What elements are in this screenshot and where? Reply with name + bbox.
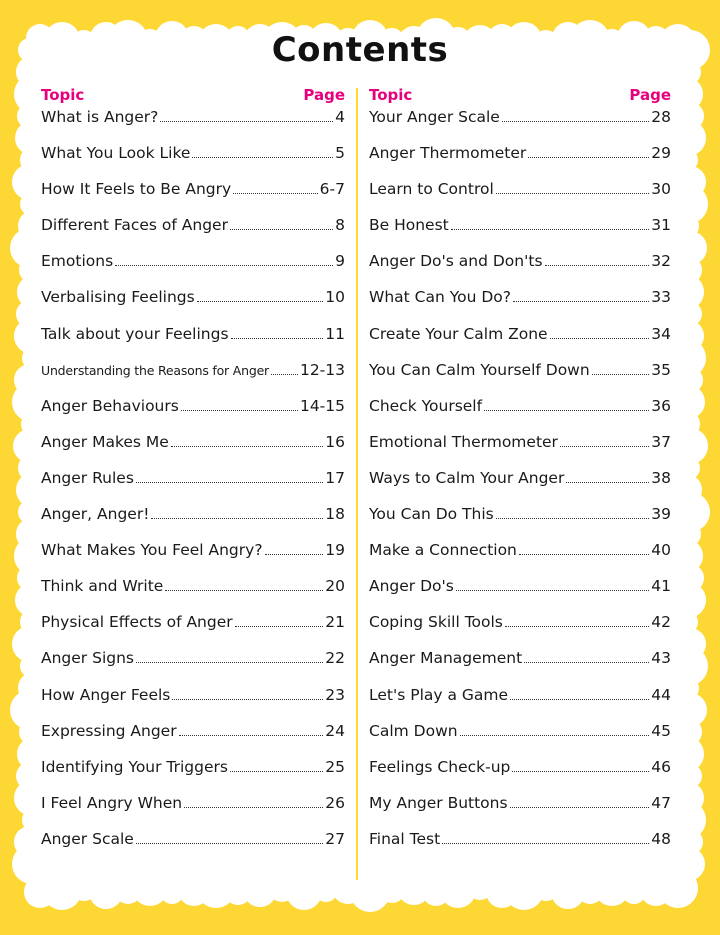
toc-entry [369,722,671,758]
toc-entry [41,325,345,361]
toc-page-number: 26 [325,793,345,812]
toc-page-number: 40 [651,541,671,560]
toc-topic: Anger Do's [369,577,454,596]
dot-leader [510,807,650,808]
dot-leader [171,446,323,447]
dot-leader [197,301,324,302]
toc-page-number: 14-15 [299,396,345,415]
toc-page-number: 17 [325,468,345,487]
toc-topic: Different Faces of Anger [41,216,228,235]
dot-leader [192,157,333,158]
dot-leader [151,518,323,519]
toc-topic: Anger Thermometer [369,144,527,163]
toc-entry [41,361,345,397]
toc-topic: You Can Calm Yourself Down [369,360,590,379]
toc-page-number: 27 [325,829,345,848]
dot-leader [179,735,324,736]
dot-leader [460,735,650,736]
toc-entry [41,180,345,216]
dot-leader [172,699,323,700]
toc-page-number: 28 [651,108,671,126]
toc-entry [41,505,345,541]
toc-page-number: 19 [325,541,345,560]
toc-topic: Expressing Anger [41,721,177,740]
toc-page-number: 47 [651,793,671,812]
toc-entry [41,794,345,830]
toc-page-number: 35 [651,360,671,379]
toc-page-number: 9 [335,252,345,271]
dot-leader [235,626,324,627]
toc-topic: Anger Behaviours [41,396,179,415]
column-header [41,86,345,108]
toc-entry [369,288,671,324]
toc-topic: Feelings Check-up [369,757,511,776]
toc-page-number: 44 [651,685,671,704]
toc-topic: Anger Signs [41,649,134,668]
toc-page-number: 18 [325,505,345,524]
dot-leader [456,590,649,591]
toc-topic: What You Look Like [41,144,191,163]
toc-entry [41,397,345,433]
topic-header: Topic [41,86,85,104]
toc-entry [41,541,345,577]
toc-topic: Final Test [369,829,441,848]
toc-entry [41,686,345,722]
toc-entry [369,794,671,830]
dot-leader [271,374,298,375]
dot-leader [545,265,650,266]
toc-page-number: 39 [651,505,671,524]
toc-topic: Think and Write [41,577,164,596]
toc-topic: Create Your Calm Zone [369,324,548,343]
toc-entry [369,397,671,433]
toc-page-number: 20 [325,577,345,596]
toc-page-number: 37 [651,432,671,451]
toc-entry [369,613,671,649]
column-divider [356,88,358,880]
toc-entry [369,649,671,685]
dot-leader [550,338,650,339]
toc-entry [41,758,345,794]
dot-leader [181,410,298,411]
toc-entry [41,649,345,685]
toc-entry [369,180,671,216]
page-title: Contents [271,30,449,70]
toc-page-number: 6-7 [319,180,345,199]
toc-entry [369,325,671,361]
toc-entry [369,433,671,469]
toc-page-number: 45 [651,721,671,740]
dot-leader [592,374,650,375]
dot-leader [442,843,649,844]
dot-leader [184,807,323,808]
dot-leader [136,662,323,663]
toc-entry [369,830,671,866]
dot-leader [136,482,323,483]
toc-topic: Anger Management [369,649,523,668]
dot-leader [115,265,333,266]
toc-entry [41,469,345,505]
toc-topic: Physical Effects of Anger [41,613,233,632]
contents-column-left [41,86,345,866]
dot-leader [513,301,649,302]
dot-leader [510,699,649,700]
dot-leader [160,121,333,122]
toc-topic: Emotional Thermometer [369,432,558,451]
dot-leader [165,590,323,591]
toc-entry [369,144,671,180]
toc-topic: Talk about your Feelings [41,324,229,343]
toc-entry [369,758,671,794]
toc-page-number: 36 [651,396,671,415]
toc-topic: Be Honest [369,216,449,235]
toc-page-number: 29 [651,144,671,163]
toc-entry [369,469,671,505]
toc-topic: What Can You Do? [369,288,512,307]
dot-leader [136,843,323,844]
toc-topic: What Makes You Feel Angry? [41,541,263,560]
toc-entry [369,361,671,397]
toc-topic: Make a Connection [369,541,517,560]
toc-page-number: 43 [651,649,671,668]
toc-entry [41,216,345,252]
toc-entry [369,686,671,722]
toc-page-number: 4 [335,108,345,126]
toc-topic: Calm Down [369,721,458,740]
toc-page-number: 12-13 [299,360,345,379]
column-header [369,86,671,108]
toc-page-number: 42 [651,613,671,632]
dot-leader [496,518,650,519]
toc-page-number: 48 [651,829,671,848]
toc-entry [369,216,671,252]
toc-page-number: 16 [325,432,345,451]
toc-topic: Identifying Your Triggers [41,757,228,776]
toc-entry [41,108,345,144]
dot-leader [484,410,649,411]
contents-column-right [369,86,671,866]
dot-leader [451,229,650,230]
toc-page-number: 11 [325,324,345,343]
toc-page-number: 33 [651,288,671,307]
toc-topic: Coping Skill Tools [369,613,503,632]
toc-topic: Anger Scale [41,829,134,848]
dot-leader [560,446,649,447]
toc-page-number: 21 [325,613,345,632]
toc-entry [41,613,345,649]
toc-page-number: 5 [335,144,345,163]
toc-entry [41,433,345,469]
toc-page-number: 34 [651,324,671,343]
dot-leader [519,554,649,555]
toc-topic: Learn to Control [369,180,494,199]
toc-topic: Understanding the Reasons for Anger [41,362,269,378]
toc-entry [369,108,671,144]
toc-page-number: 41 [651,577,671,596]
dot-leader [265,554,324,555]
dot-leader [502,121,649,122]
toc-topic: What is Anger? [41,108,159,126]
toc-topic: Verbalising Feelings [41,288,195,307]
dot-leader [505,626,649,627]
toc-topic: Ways to Calm Your Anger [369,468,565,487]
toc-topic: Anger Rules [41,468,134,487]
toc-topic: Your Anger Scale [369,108,500,126]
toc-topic: Anger Do's and Don'ts [369,252,543,271]
toc-topic: I Feel Angry When [41,793,183,812]
toc-page-number: 30 [651,180,671,199]
toc-topic: How It Feels to Be Angry [41,180,232,199]
toc-page-number: 10 [325,288,345,307]
toc-topic: Anger, Anger! [41,505,150,524]
toc-page-number: 24 [325,721,345,740]
toc-entry [41,830,345,866]
toc-entry [41,722,345,758]
toc-topic: Emotions [41,252,114,271]
dot-leader [512,771,649,772]
page-header: Page [629,86,671,104]
dot-leader [233,193,318,194]
toc-topic: You Can Do This [369,505,494,524]
toc-entry [41,577,345,613]
toc-entry [369,505,671,541]
toc-topic: Check Yourself [369,396,483,415]
toc-topic: Anger Makes Me [41,432,169,451]
dot-leader [230,229,333,230]
toc-page-number: 46 [651,757,671,776]
dot-leader [528,157,649,158]
toc-entry [369,252,671,288]
page-header: Page [303,86,345,104]
toc-page-number: 8 [335,216,345,235]
toc-page-number: 22 [325,649,345,668]
toc-entry [369,541,671,577]
toc-entry [41,252,345,288]
toc-page-number: 31 [651,216,671,235]
dot-leader [231,338,324,339]
topic-header: Topic [369,86,413,104]
dot-leader [496,193,650,194]
dot-leader [524,662,649,663]
toc-page-number: 25 [325,757,345,776]
toc-topic: How Anger Feels [41,685,171,704]
toc-topic: Let's Play a Game [369,685,509,704]
toc-topic: My Anger Buttons [369,793,508,812]
toc-page-number: 23 [325,685,345,704]
toc-entry [369,577,671,613]
toc-entry [41,288,345,324]
dot-leader [566,482,649,483]
dot-leader [230,771,323,772]
toc-entry [41,144,345,180]
toc-page-number: 32 [651,252,671,271]
toc-page-number: 38 [651,468,671,487]
